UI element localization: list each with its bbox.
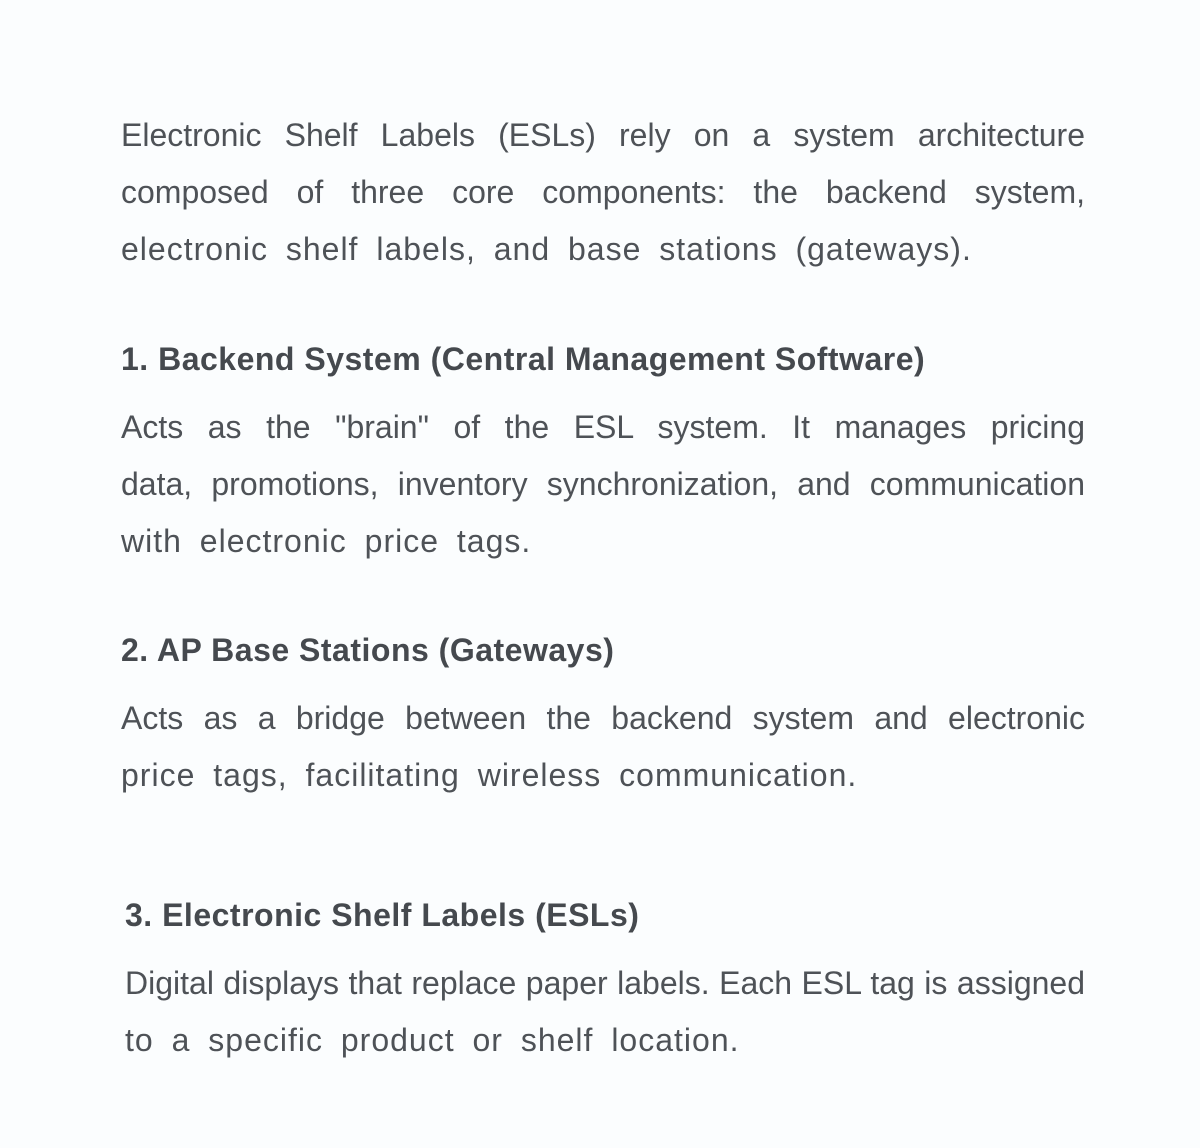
section-2-paragraph <box>121 690 1085 804</box>
intro-line-1: Electronic Shelf Labels (ESLs) rely on a system architecture <box>121 117 1085 153</box>
intro-line-3: electronic shelf labels, and base stations (gateways). <box>121 231 972 267</box>
section-1-line-3: with electronic price tags. <box>121 523 532 559</box>
intro-line-2: composed of three core components: the backend system, <box>121 174 1085 210</box>
section-2-heading: 2. AP Base Stations (Gateways) <box>121 632 615 668</box>
section-3-heading: 3. Electronic Shelf Labels (ESLs) <box>125 897 640 933</box>
section-3-line-1: Digital displays that replace paper labels. Each ESL tag is assigned <box>125 965 1085 1001</box>
section-electronic-shelf-labels <box>125 887 1085 1069</box>
section-ap-base-stations <box>121 622 1085 804</box>
section-1-heading: 1. Backend System (Central Management Software) <box>121 341 926 377</box>
section-3-line-2: to a specific product or shelf location. <box>125 1022 740 1058</box>
section-2-line-1: Acts as a bridge between the backend system and electronic <box>121 700 1085 736</box>
section-backend-system <box>121 331 1085 570</box>
section-3-paragraph <box>125 955 1085 1069</box>
section-2-line-2: price tags, facilitating wireless communication. <box>121 757 858 793</box>
section-1-line-2: data, promotions, inventory synchronization, and communication <box>121 466 1085 502</box>
section-1-paragraph <box>121 399 1085 570</box>
section-1-line-1: Acts as the "brain" of the ESL system. It manages pricing <box>121 409 1085 445</box>
intro-paragraph <box>121 107 1085 278</box>
